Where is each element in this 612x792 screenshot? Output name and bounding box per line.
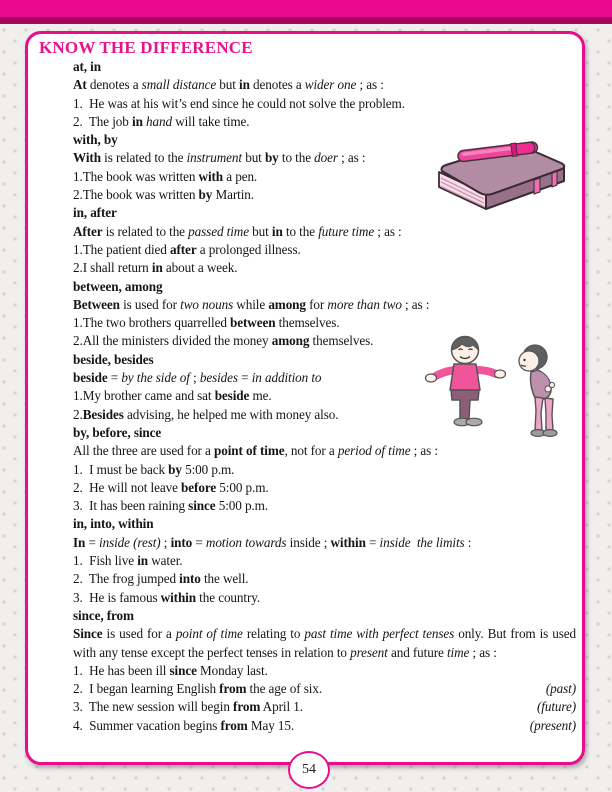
text-line: 1.The book was written with a pen. <box>73 168 258 184</box>
text-line: 3. He is famous within the country. <box>73 589 261 605</box>
tense-note: (future) <box>537 699 576 715</box>
boy-left <box>426 337 506 426</box>
tense-note: (present) <box>529 717 576 733</box>
two-boys-illustration <box>424 330 582 448</box>
page-title: KNOW THE DIFFERENCE <box>39 38 253 57</box>
text-line: After is related to the passed time but in to the future time ; as : <box>73 223 402 239</box>
text-line: 2.Besides advising, he helped me with money also. <box>73 406 339 422</box>
text-line: 2. The frog jumped into the well. <box>73 571 249 587</box>
text-line: 1.The two brothers quarrelled between themselves. <box>73 315 340 331</box>
section-heading: beside, besides <box>73 351 154 367</box>
page-number: 54 <box>302 762 316 777</box>
rule-paragraph: Since is used for a point of time relating to past time with perfect tenses only. But from is used with any tense except the perfect tenses in relation to present and future time ; as : <box>73 626 576 660</box>
text-line: 1.The patient died after a prolonged illness. <box>73 241 301 257</box>
text-line: beside = by the side of ; besides = in addition to <box>73 370 322 386</box>
text-line: 1.My brother came and sat beside me. <box>73 388 272 404</box>
text-line: 1. He has been ill since Monday last. <box>73 662 268 678</box>
text-line: In = inside (rest) ; into = motion towards inside ; within = inside the limits : <box>73 534 472 550</box>
text-line: (future) 3. The new session will begin from April 1. <box>73 698 576 716</box>
text-line: Between is used for two nouns while among for more than two ; as : <box>73 296 430 312</box>
text-line: With is related to the instrument but by to the doer ; as : <box>73 150 366 166</box>
section-heading: at, in <box>73 59 101 74</box>
text-line: 2.The book was written by Martin. <box>73 187 254 203</box>
text-line: 1. He was at his wit’s end since he could not solve the problem. <box>73 95 405 111</box>
text-line: 3. It has been raining since 5:00 p.m. <box>73 498 268 514</box>
section-heading: between, among <box>73 278 163 294</box>
section-heading: in, after <box>73 205 117 221</box>
section-heading: with, by <box>73 132 118 148</box>
text-line: (past) 2. I began learning English from the age of six. <box>73 680 576 698</box>
top-banner <box>0 0 612 24</box>
text-line: 2. He will not leave before 5:00 p.m. <box>73 479 269 495</box>
text-line: (present) 4. Summer vacation begins from May 15. <box>73 717 576 735</box>
text-line: 1. I must be back by 5:00 p.m. <box>73 461 235 477</box>
book-with-pen-illustration <box>428 134 576 226</box>
text-line: 2.All the ministers divided the money among themselves. <box>73 333 374 349</box>
section-heading: by, before, since <box>73 424 162 440</box>
text-line: 1. Fish live in water. <box>73 553 183 569</box>
section-heading: since, from <box>73 607 134 623</box>
content-box <box>25 31 585 765</box>
text-line: At denotes a small distance but in denotes a wider one ; as : <box>73 77 384 93</box>
text-line: 2. The job in hand will take time. <box>73 113 250 129</box>
text-line: All the three are used for a point of time, not for a period of time ; as : <box>73 443 438 459</box>
boy-right <box>519 345 557 436</box>
page-number-badge <box>288 751 330 789</box>
text-line: 2.I shall return in about a week. <box>73 260 238 276</box>
section-heading: in, into, within <box>73 516 154 532</box>
tense-note: (past) <box>545 681 576 697</box>
